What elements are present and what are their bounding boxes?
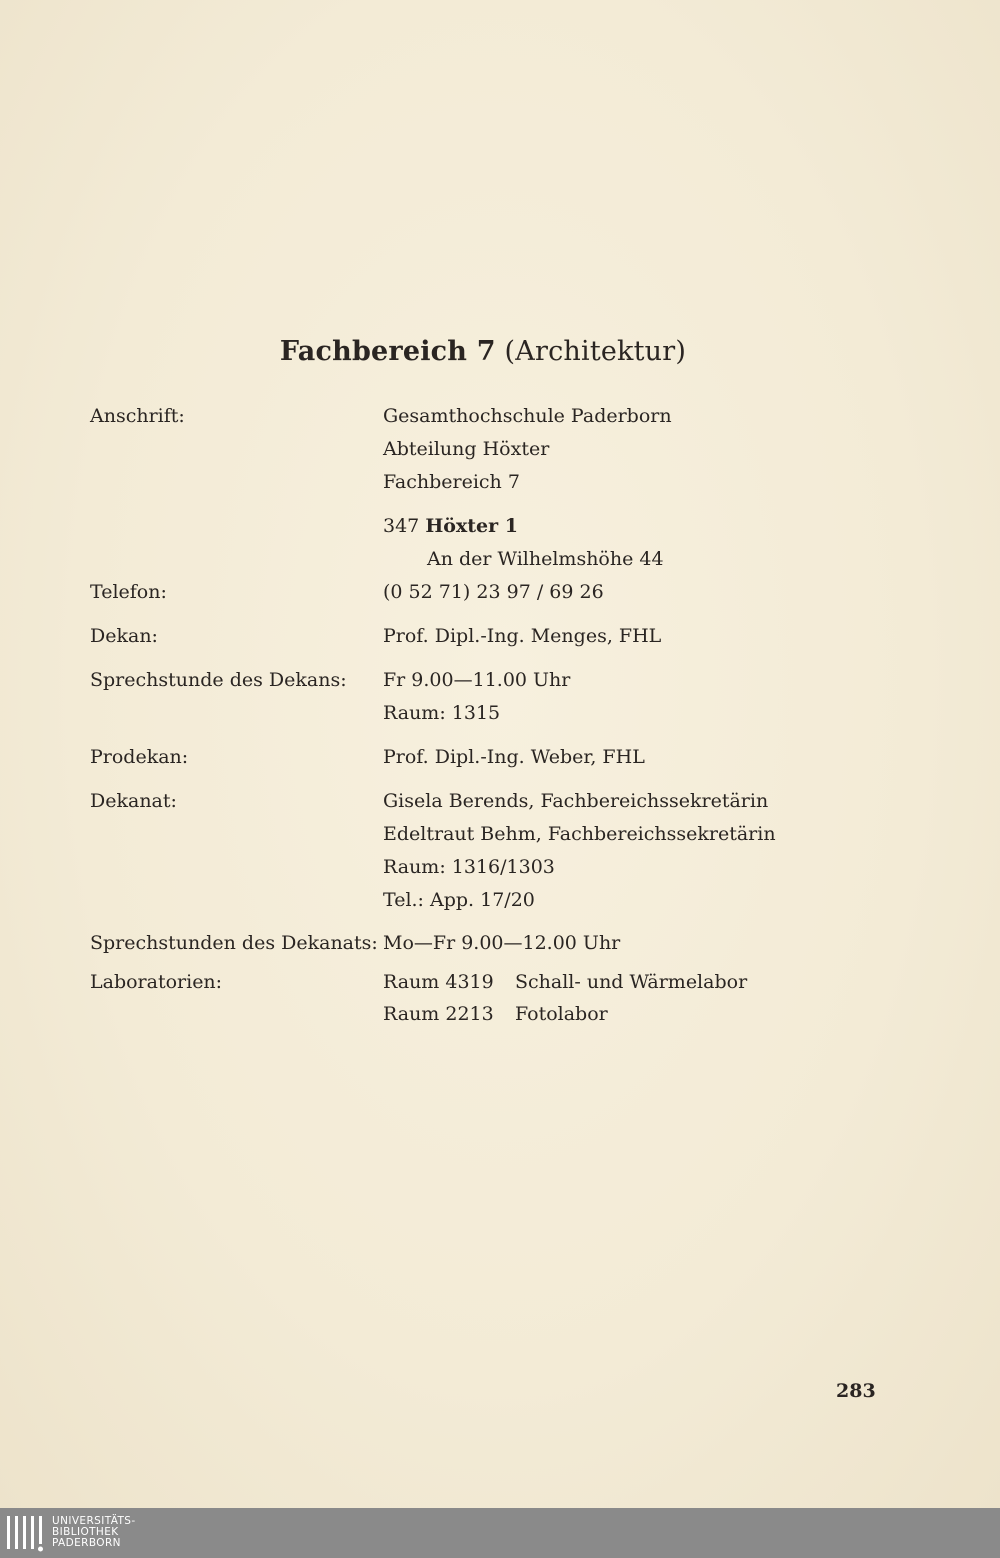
dekanat-line-3: Raum: 1316/1303	[383, 856, 555, 878]
logo-line: BIBLIOTHEK	[52, 1526, 119, 1538]
anschrift-street: An der Wilhelmshöhe 44	[427, 548, 664, 570]
dekanat-line-4: Tel.: App. 17/20	[383, 889, 535, 911]
logo-line: UNIVERSITÄTS-	[52, 1515, 136, 1527]
sprechstunden-dekanat-value: Mo—Fr 9.00—12.00 Uhr	[383, 932, 621, 954]
sprechstunde-dekan-room: Raum: 1315	[383, 702, 501, 724]
labor-room: Raum 2213	[383, 1003, 494, 1025]
dekanat-line-2: Edeltraut Behm, Fachbereichssekretärin	[383, 823, 776, 845]
dekan-label: Dekan:	[90, 625, 158, 647]
library-logo-icon	[5, 1514, 45, 1554]
telefon-value: (0 52 71) 23 97 / 69 26	[383, 581, 604, 603]
anschrift-label: Anschrift:	[90, 405, 185, 427]
page-title	[0, 336, 966, 367]
sprechstunde-dekan-label: Sprechstunde des Dekans:	[90, 669, 347, 691]
prodekan-label: Prodekan:	[90, 746, 189, 768]
labor-room: Raum 4319	[383, 971, 494, 993]
laboratorien-label: Laboratorien:	[90, 971, 223, 993]
library-logo-text	[52, 1516, 136, 1549]
anschrift-line-3: Fachbereich 7	[383, 471, 520, 493]
city: Höxter 1	[425, 515, 518, 537]
postal-code: 347	[383, 515, 420, 537]
anschrift-city-line	[383, 515, 518, 537]
dekanat-label: Dekanat:	[90, 790, 177, 812]
title-paren: (Architektur)	[504, 336, 687, 367]
sprechstunde-dekan-time: Fr 9.00—11.00 Uhr	[383, 669, 571, 691]
dekan-value: Prof. Dipl.-Ing. Menges, FHL	[383, 625, 662, 647]
dekanat-line-1: Gisela Berends, Fachbereichssekretärin	[383, 790, 769, 812]
title-main: Fachbereich 7	[279, 336, 496, 367]
labor-item	[383, 1003, 608, 1025]
prodekan-value: Prof. Dipl.-Ing. Weber, FHL	[383, 746, 645, 768]
anschrift-line-2: Abteilung Höxter	[383, 438, 550, 460]
anschrift-line-1: Gesamthochschule Paderborn	[383, 405, 672, 427]
labor-name: Fotolabor	[515, 1003, 608, 1025]
page-number: 283	[836, 1380, 876, 1402]
sprechstunden-dekanat-label: Sprechstunden des Dekanats:	[90, 932, 378, 954]
logo-line: PADERBORN	[52, 1537, 121, 1549]
telefon-label: Telefon:	[90, 581, 167, 603]
library-footer-bar	[0, 1508, 1000, 1558]
labor-item	[383, 971, 747, 993]
labor-name: Schall- und Wärmelabor	[515, 971, 748, 993]
